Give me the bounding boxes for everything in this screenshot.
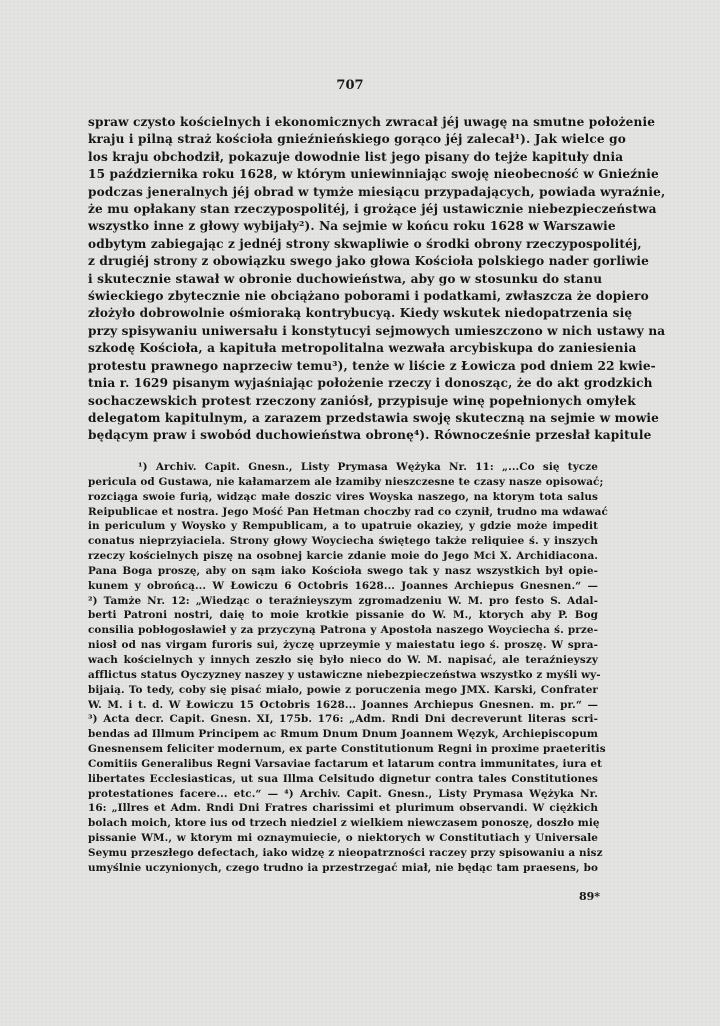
text-line: i skutecznie stawał w obronie duchowieństwa, aby go w stosunku do stanu xyxy=(88,271,603,286)
footnote-line: Pana Boga proszę, aby on sąm iako Kościoła swego tak y nasz wszystkich był opie- xyxy=(88,564,598,577)
text-line: wszystko inne z głowy wybijały²). Na sejmie w końcu roku 1628 w Warszawie xyxy=(88,219,616,234)
text-line: złożyło dobrowolnie ośmioraką kontrybucyą. Kiedy wskutek niedopatrzenia się xyxy=(88,306,633,321)
text-line: spraw czysto kościelnych i ekonomicznych zwracał jéj uwagę na smutne położenie xyxy=(88,115,656,129)
footnote-line: Reipublicae et nostra. Jego Mość Pan Hetman choczby rad co czynił, trudno ma wdawać xyxy=(88,505,608,518)
text-line: sochaczewskich protest rzeczony zaniósł, przypisuje winę popełnionych omyłek xyxy=(88,393,636,408)
page-number: 707 xyxy=(336,78,364,93)
text-line: tnia r. 1629 pisanym wyjaśniając położenie rzeczy i donosząc, że do akt grodzkich xyxy=(88,376,653,391)
text-line: świeckiego zbytecznie nie obciążano poborami i podatkami, zwłaszcza że dopiero xyxy=(88,289,649,304)
footnote-line: ¹) Archiv. Capit. Gnesn., Listy Prymasa Wężyka Nr. 11: „...Co się tycze xyxy=(138,461,598,473)
footnote-line: ³) Acta decr. Capit. Gnesn. XI, 175b. 176: „Adm. Rndi Dni decreverunt literas scri- xyxy=(88,713,598,726)
footnote-line: libertates Ecclesiasticas, ut sua Illma Celsitudo dignetur contra tales Constitutiones xyxy=(88,772,598,785)
footnote-line: bijaią. To tedy, coby się pisać miało, powie z poruczenia mego JMX. Karski, Confrater xyxy=(88,683,598,696)
footnote-line: W. M. i t. d. W Łowiczu 15 Octobris 1628... Joannes Archiepus Gnesnen. m. pr.“ — xyxy=(88,698,598,711)
text-line: szkodę Kościoła, a kapituła metropolitalna wezwała arcybiskupa do zaniesienia xyxy=(88,341,637,356)
footnote-line: Comitiis Generalibus Regni Varsaviae factarum et latarum contra immunitates, iura et xyxy=(88,757,602,770)
text-line: los kraju obchodził, pokazuje dowodnie list jego pisany do tejże kapituły dnia xyxy=(88,149,624,164)
footnote-line: protestationes facere... etc.“ — ⁴) Archiv. Capit. Gnesn., Listy Prymasa Wężyka Nr. xyxy=(88,787,598,800)
footnote-line: 16: „Illres et Adm. Rndi Dni Fratres charissimi et plurimum observandi. W ciężkich xyxy=(88,802,598,815)
text-line: 15 października roku 1628, w którym uniewinniając swoję nieobecność w Gnieźnie xyxy=(88,167,659,182)
signature-mark: 89* xyxy=(578,890,600,903)
footnote-line: umyślnie uczynionych, czego trudno ia przestrzegać miał, nie będąc tam praesens, bo xyxy=(88,861,598,874)
footnote-line: niosł od nas virgam furoris sui, życzę uprzeymie y maiestatu iego ś. proszę. W spra- xyxy=(88,639,598,652)
text-line: kraju i pilną straż kościoła gnieźnieńskiego gorąco jéj zalecał¹). Jak wielce go xyxy=(88,132,626,147)
footnote-line: bolach moich, ktore ius od trzech niedziel z wielkiem niewczasem ponoszę, doszło mię xyxy=(88,817,600,830)
footnote-line: rzeczy kościelnych piszę na osobnej karcie zdanie moie do Jego Mci X. Archidiacona. xyxy=(88,550,598,563)
footnote-line: bendas ad Illmum Principem ac Rmum Dnum Dnum Joannem Węzyk, Archiepiscopum xyxy=(88,728,598,741)
text-line: będącym praw i swobód duchowieństwa obronę⁴). Równocześnie przesłał kapitule xyxy=(88,428,652,443)
text-line: podczas jeneralnych jéj obrad w tymże miesiącu przypadających, powiada wyraźnie, xyxy=(88,184,666,199)
footnote-line: pissanie WM., w ktorym mi oznaymuiecie, o niektorych w Constitutiach y Universale xyxy=(88,832,598,845)
text-line: że mu opłakany stan rzeczypospolitéj, i grożące jéj ustawicznie niebezpieczeństwa xyxy=(88,202,657,217)
footnote-line: pericula od Gustawa, nie kałamarzem ale łzamiby nieszczesne te czasy nasze opisować; xyxy=(88,475,604,488)
text-line: delegatom kapitulnym, a zarazem przedstawia swoję skuteczną na sejmie w mowie xyxy=(88,410,659,425)
footnote-line: Gnesnensem feliciter modernum, ex parte Constitutionum Regni in proxime praeteritis xyxy=(88,743,606,756)
text-line: z drugiéj strony z obowiązku swego jako głowa Kościoła polskiego nader gorliwie xyxy=(88,254,649,269)
footnote-line: in periculum y Woysko y Rempublicam, a to upatruie okaziey, y gdzie może impedit xyxy=(88,520,598,533)
footnote-line: kunem y obrońcą... W Łowiczu 6 Octobris 1628... Joannes Archiepus Gnesnen.“ — xyxy=(88,579,598,592)
footnote-line: wach kościelnych y innych zeszło się było nieco do W. M. napisać, ale teraźnieyszy xyxy=(88,653,598,666)
footnote-line: conatus nieprzyiaciela. Strony głowy Woyciecha świętego także reliquiee ś. y inszych xyxy=(88,535,598,548)
text-line: protestu prawnego naprzeciw temu³), tenże w liście z Łowicza pod dniem 22 kwie- xyxy=(88,358,656,373)
text-line: odbytym zabiegając z jednéj strony skwapliwie o środki obrony rzeczypospolitéj, xyxy=(88,236,642,251)
footnote-line: berti Patroni nostri, daię to moie krotkie pissanie do W. M., ktorych aby P. Bog xyxy=(88,609,598,622)
footnote-line: consilia pobłogosławieł y za przyczyną Patrona y Apostoła naszego Woyciecha ś. prze- xyxy=(88,624,598,637)
footnotes xyxy=(88,460,608,876)
footnote-line: ²) Tamże Nr. 12: „Wiedząc o teraźnieyszym zgromadzeniu W. M. pro festo S. Adal- xyxy=(88,594,598,607)
footnote-line: rozciąga swoie furią, widząc małe doszic vires Woyska naszego, na ktorym tota salus xyxy=(88,490,598,503)
footnote-line: afflictus status Oyczyzney naszey y ustawiczne niebezpieczeństwa wszystko z myśli wy- xyxy=(88,668,601,681)
text-line: przy spisywaniu uniwersału i konstytucyi sejmowych umieszczono w nich ustawy na xyxy=(88,323,666,338)
footnote-line: Seymu przeszłego defectach, iako widzę z nieopatrzności raczey przy spisowaniu a nisz xyxy=(88,846,603,859)
body-text xyxy=(88,114,666,445)
